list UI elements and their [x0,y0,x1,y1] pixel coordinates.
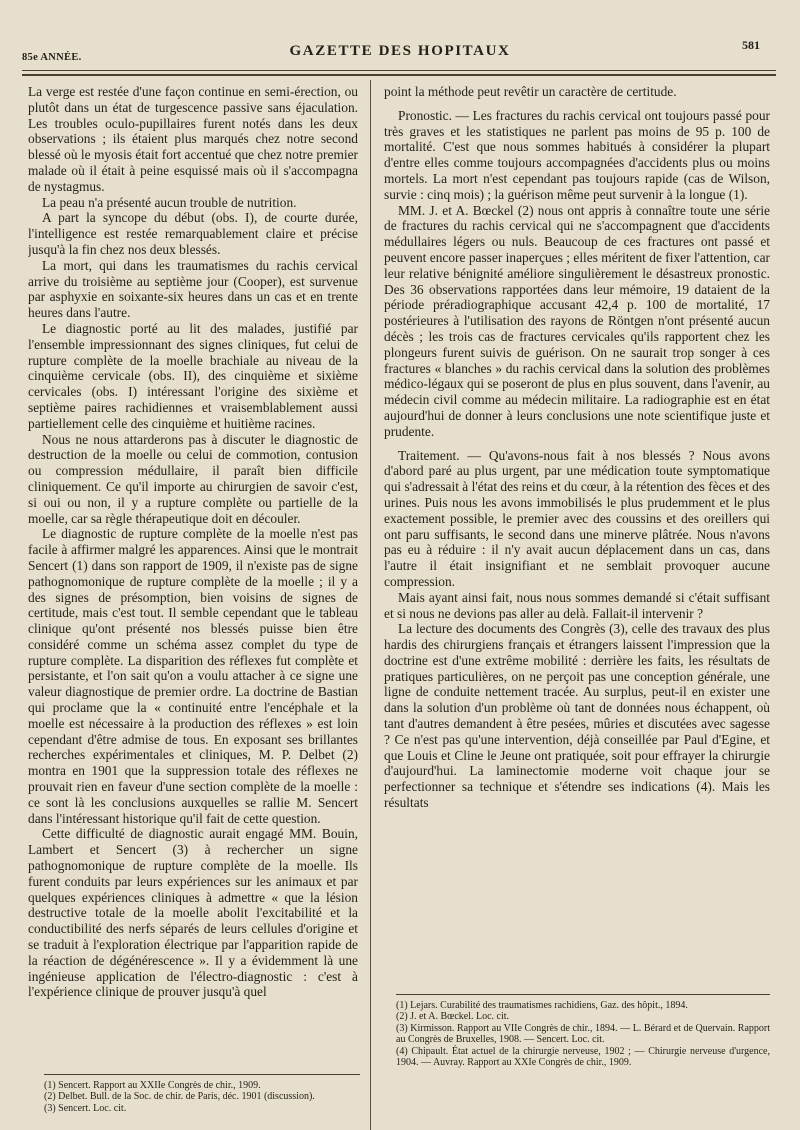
footnote: (3) Sencert. Loc. cit. [44,1102,127,1114]
footnote: (2) Delbet. Bull. de la Soc. de chir. de Paris, déc. 1901 (discussion). [44,1091,315,1103]
header-rule-thick [22,74,776,76]
paragraph: Mais ayant ainsi fait, nous nous sommes demandé si c'était suffisant et si nous ne devions pas aller au delà. Fallait-il intervenir ? [384,589,770,621]
paragraph: Le diagnostic porté au lit des malades, justifié par l'ensemble impressionnant des signes cliniques, fut celui de rupture complète de la moelle brachiale au niveau de la cinquième cervicale (obs. II), des cinquième et sixième cervicales (obs. I) intéressant l'origine des sixième et septième paires rachidiennes et vraisemblablement aussi partiellement celle des cinquième et huitième racines. [28,320,358,431]
paragraph: Nous ne nous attarderons pas à discuter le diagnostic de destruction de la moelle ou celui de commotion, contusion ou compression médullaire, il paraît bien difficile cliniquement. Ce qu'il importe au chirurgien de savoir c'est, si oui ou non, il y a rupture complète ou partielle de la moelle, car sa règle thérapeutique doit en découler. [28,431,358,526]
paragraph: MM. J. et A. Bœckel (2) nous ont appris à connaître toute une série de fractures du rachis cervical qui ne s'accompagnent que d'accidents médullaires légers ou nuls. Beaucoup de ces fractures ont passé et peuvent encore passer inaperçues ; elles méritent de fixer l'attention, car leur relative bénignité améliore singulièrement le désastreux pronostic. Des 36 observations rapportées dans leur mémoire, 19 dataient de la période préradiographique accusant 42,4 p. 100 de mortalité, 17 postérieures à l'utilisation des rayons de Röntgen n'ont présenté aucun décès ; les trois cas de fractures cervicales qu'ils rapportent chez les plongeurs furent suivis de guérison. On ne saurait trop songer à ces fractures « blanches » du rachis cervical dans la solution des problèmes médico-légaux qui se poseront de plus en plus souvent, dans l'avenir, au médecin civil comme au médecin militaire. La radiographie est en état aujourd'hui de donner à leurs conclusions une note scientifique juste et prudente. [384,202,770,439]
paragraph: point la méthode peut revêtir un caractère de certitude. [384,84,677,99]
column-divider [370,80,371,1130]
paragraph: La verge est restée d'une façon continue en semi-érection, ou plutôt dans un état de turgescence passive sans éjaculation. Les troubles oculo-pupillaires furent notés dans les deux observations ; ils étaient plus marqués chez notre second blessé où le myosis était fort accentué que chez notre premier malade où il était à peine esquissé mais où il s'accompagna de nystagmus. [28,84,358,194]
section-traitement: Traitement. — Qu'avons-nous fait à nos blessés ? Nous avons d'abord paré au plus urgent, par une médication toute symptomatique qui s'adressait à l'état des reins et du cœur, à la rétention des fèces et des urines. Puis nous les avons immobilisés le plus prudemment et le plus exactement possible, le premier avec des coussins et des oreillers qui ont paru suffisants, le second dans une minerve plâtrée. Nous n'avons pas eu à réduire : il n'y avait aucun déplacement dans un cas, dans l'autre il était insignifiant et ne semblait provoquer aucune compression. [384,447,770,589]
footnote-rule [44,1074,360,1075]
paragraph: Le diagnostic de rupture complète de la moelle n'est pas facile à affirmer malgré les apparences. Ainsi que le montrait Sencert (1) dans son rapport de 1909, il n'existe pas de signe pathognomonique de rupture complète de la moelle ; il y a des signes de présomption, bien voisins de signes de certitude, mais c'est tout. Il semble cependant que le tableau clinique qu'ont présenté nos blessés puisse bien être considéré comme un schéma assez complet du type de rupture complète. La disparition des réflexes fut complète et persistante, et l'on sait qu'on a voulu attacher à ce signe une valeur diagnostique de premier ordre. La doctrine de Bastian qui proclame que la « continuité entre l'encéphale et la moelle est nécessaire à la production des réflexes » est loin cependant d'être admise de tous. En exposant ses brillantes recherches expérimentales et cliniques, M. P. Delbet (2) montra en 1901 que la suppression totale des réflexes ne prouvait rien en faveur d'une section complète de la moelle : ce sont là les conclusions auxquelles se rallie M. Sencert dans l'intéressant historique qu'il fait de cette question. [28,526,358,826]
left-column [28,84,358,1056]
footnote: (1) Sencert. Rapport au XXIIe Congrès de chir., 1909. [44,1080,261,1091]
footnote: (2) J. et A. Bœckel. Loc. cit. [396,1011,510,1023]
page-number: 581 [742,38,760,52]
right-column [384,84,770,996]
left-footnotes [44,1080,360,1114]
section-pronostic: Pronostic. — Les fractures du rachis cervical ont toujours passé pour très graves et les statistiques ne parlent pas moins de 95 p. 100 de mortalité. C'est que nous sommes habitués à considérer la plupart d'entre elles comme toujours accompagnées d'accidents plus ou moins mortels. La mort n'est cependant pas toujours rapide (cas de Wilson, survie : cinq mois) ; la guérison même peut survenir à la longue (1). [384,107,770,202]
right-footnotes [396,1000,770,1068]
footnote: (4) Chipault. État actuel de la chirurgie nerveuse, 1902 ; — Chirurgie nerveuse d'urgence, 1904. — Auvray. Rapport au XXIe Congrès de chir., 1909. [396,1045,770,1069]
paragraph: La lecture des documents des Congrès (3), celle des travaux des plus hardis des chirurgiens français et étrangers laissent l'impression que la doctrine est d'une extrême mobilité : derrière les faits, les résultats de pratiques particulières, on ne perçoit pas une conception générale, une ligne de conduite nettement tracée. Au surplus, peut-il en exister une dans la solution d'un problème où tant de données nous échappent, où tant d'autres demandent à être pesées, mûries et discutées avec sagesse ? Ce n'est pas qu'une intervention, déjà conseillée par Paul d'Egine, et que Louis et Cline le Jeune ont pratiquée, soit pour effrayer la chirurgie d'aujourd'hui. La laminectomie moderne voit chaque jour se perfectionner sa technique et s'étendre ses indications (4). Mais les résultats [384,621,770,811]
paragraph: La peau n'a présenté aucun trouble de nutrition. [42,194,297,210]
header-rule [22,70,776,71]
paragraph: A part la syncope du début (obs. I), de courte durée, l'intelligence est restée remarquablement claire et précise jusqu'à la fin chez nos deux blessés. [28,210,358,257]
footnote: (1) Lejars. Curabilité des traumatismes rachidiens, Gaz. des hôpit., 1894. [396,1000,688,1011]
footnote-rule [396,994,770,995]
edition-year: 85e ANNÉE. [22,52,82,63]
journal-title: GAZETTE DES HOPITAUX [289,43,511,59]
paragraph: La mort, qui dans les traumatismes du rachis cervical arrive du troisième au septième jour (Cooper), est survenue par asphyxie en soixante-six heures dans un cas et en trente heures dans l'autre. [28,257,358,321]
footnote: (3) Kirmisson. Rapport au VIIe Congrès de chir., 1894. — L. Bérard et de Quervain. Rapport au Congrès de Bruxelles, 1908. — Sencert. Loc. cit. [396,1022,770,1046]
paragraph: Cette difficulté de diagnostic aurait engagé MM. Bouin, Lambert et Sencert (3) à rechercher un signe pathognomonique de rupture complète de la moelle. Ils furent conduits par leurs expériences sur les animaux et par quelques expériences cliniques à admettre « que la lésion destructive totale de la moelle abolit l'excitabilité et la conductibilité des nerfs séparés de leurs cellules d'origine et se traduit à l'exploration électrique par l'apparition rapide de la réaction de dégénérescence ». Il y a évidemment là une ingénieuse application de l'électro-diagnostic : c'est à l'expérience clinique de prouver jusqu'à quel [28,826,358,1000]
